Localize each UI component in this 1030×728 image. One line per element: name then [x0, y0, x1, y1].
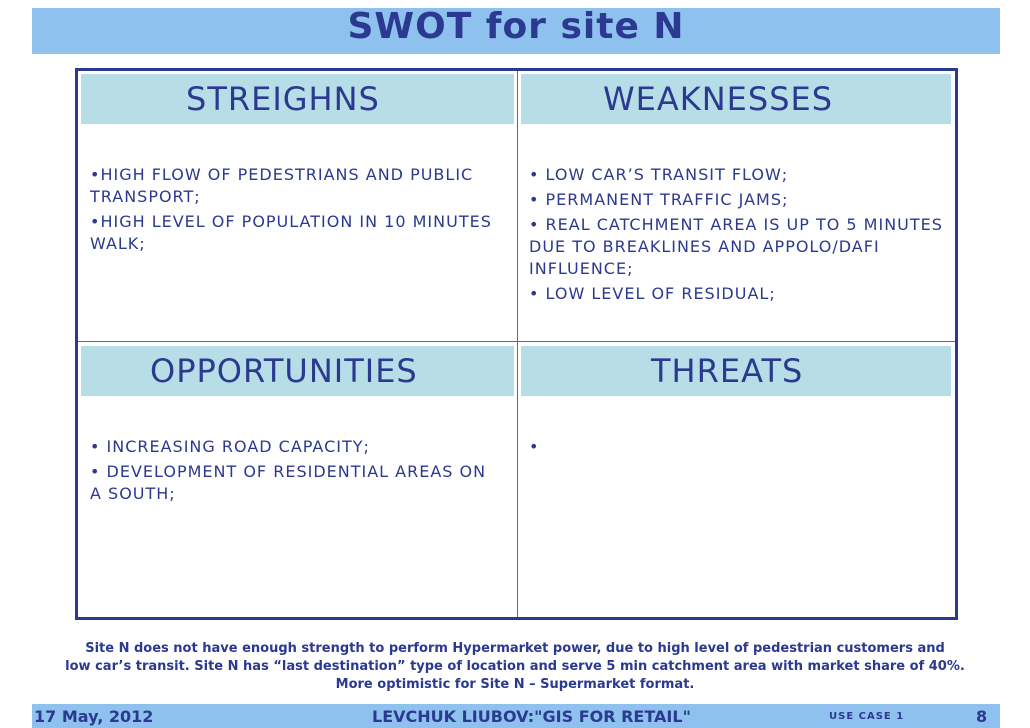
list-item: • — [529, 437, 540, 456]
weaknesses-list — [529, 164, 949, 308]
footer-use-case: USE CASE 1 — [829, 711, 905, 722]
list-item: • LOW CAR’S TRANSIT FLOW; — [529, 165, 789, 184]
grid-horizontal-divider — [78, 341, 955, 342]
threats-list — [529, 436, 949, 461]
footer-author: LEVCHUK LIUBOV:"GIS FOR RETAIL" — [372, 707, 691, 726]
opportunities-heading: OPPORTUNITIES — [81, 346, 514, 396]
page-number: 8 — [976, 707, 988, 726]
list-item: • REAL CATCHMENT AREA IS UP TO 5 MINUTES DUE TO BREAKLINES AND APPOLO/DAFI INFLUENCE; — [529, 215, 943, 278]
footer-date: 17 May, 2012 — [34, 707, 154, 726]
grid-vertical-divider — [517, 71, 518, 617]
list-item: • LOW LEVEL OF RESIDUAL; — [529, 284, 776, 303]
weaknesses-heading: WEAKNESSES — [521, 74, 951, 124]
strengths-heading: STREIGHNS — [81, 74, 514, 124]
conclusion-line: Site N does not have enough strength to perform Hypermarket power, due to high level of pedestrian customers and — [85, 641, 945, 656]
strengths-list — [90, 164, 500, 258]
threats-heading: THREATS — [521, 346, 951, 396]
footer-bar — [32, 704, 1000, 728]
list-item: • INCREASING ROAD CAPACITY; — [90, 437, 370, 456]
list-item: • DEVELOPMENT OF RESIDENTIAL AREAS ON A SOUTH; — [90, 462, 487, 503]
conclusion-line: More optimistic for Site N – Supermarket format. — [335, 677, 695, 692]
list-item: •HIGH LEVEL OF POPULATION IN 10 MINUTES WALK; — [90, 212, 492, 253]
list-item: • PERMANENT TRAFFIC JAMS; — [529, 190, 789, 209]
conclusion-text — [40, 640, 990, 694]
page-title: SWOT for site N — [347, 6, 685, 47]
opportunities-list — [90, 436, 500, 508]
title-bar — [32, 8, 1000, 54]
swot-grid — [75, 68, 958, 620]
list-item: •HIGH FLOW OF PEDESTRIANS AND PUBLIC TRANSPORT; — [90, 165, 474, 206]
conclusion-line: low car’s transit. Site N has “last destination” type of location and serve 5 min catchment area with market share of 40%. — [65, 659, 965, 674]
